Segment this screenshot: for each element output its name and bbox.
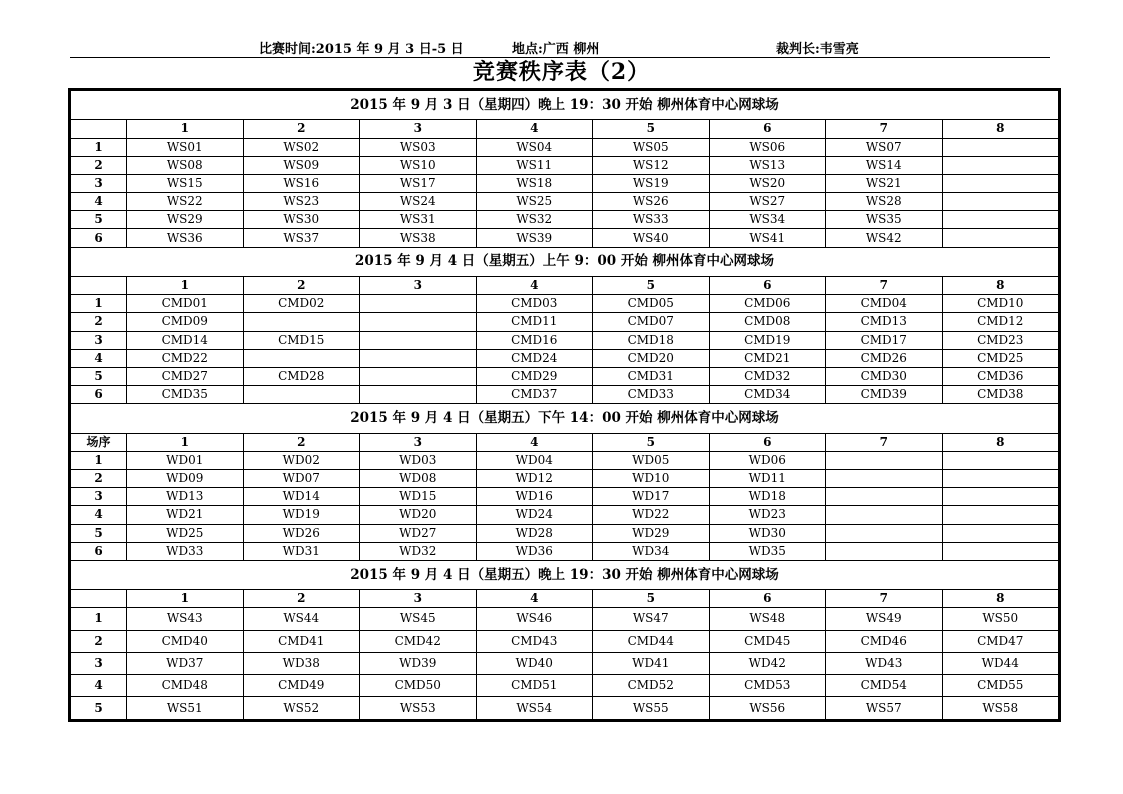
match-cell: WS10 bbox=[360, 156, 477, 174]
match-cell: WS31 bbox=[360, 211, 477, 229]
court-header-row bbox=[71, 590, 1059, 608]
match-cell bbox=[360, 295, 477, 313]
match-cell: WS09 bbox=[243, 156, 360, 174]
match-venue: 地点:广西 柳州 bbox=[512, 42, 600, 57]
match-cell bbox=[942, 156, 1059, 174]
match-cell: WD43 bbox=[826, 652, 943, 674]
court-header-row bbox=[71, 433, 1059, 451]
match-cell bbox=[826, 524, 943, 542]
match-cell: CMD49 bbox=[243, 675, 360, 697]
match-cell: WS28 bbox=[826, 193, 943, 211]
match-cell: WD40 bbox=[476, 652, 593, 674]
match-cell: WS18 bbox=[476, 174, 593, 192]
schedule-table bbox=[68, 88, 1061, 722]
match-cell: CMD04 bbox=[826, 295, 943, 313]
match-row bbox=[71, 295, 1059, 313]
court-number: 2 bbox=[243, 590, 360, 608]
match-cell: CMD38 bbox=[942, 386, 1059, 404]
match-cell: CMD35 bbox=[127, 386, 244, 404]
chief-referee: 裁判长:韦雪亮 bbox=[776, 42, 859, 57]
match-cell: WS40 bbox=[593, 229, 710, 247]
match-cell: WD11 bbox=[709, 469, 826, 487]
match-cell: WS15 bbox=[127, 174, 244, 192]
match-cell: CMD05 bbox=[593, 295, 710, 313]
match-cell: WD10 bbox=[593, 469, 710, 487]
match-cell: CMD03 bbox=[476, 295, 593, 313]
match-cell: WD15 bbox=[360, 488, 477, 506]
match-cell: WD08 bbox=[360, 469, 477, 487]
match-cell: WD12 bbox=[476, 469, 593, 487]
match-order: 1 bbox=[71, 608, 127, 630]
session-heading: 2015 年 9 月 3 日（星期四）晚上 19：30 开始 柳州体育中心网球场 bbox=[71, 91, 1059, 120]
court-number: 8 bbox=[942, 590, 1059, 608]
match-cell: CMD13 bbox=[826, 313, 943, 331]
match-cell: WD28 bbox=[476, 524, 593, 542]
match-cell: WS56 bbox=[709, 697, 826, 720]
match-cell bbox=[942, 506, 1059, 524]
court-number: 5 bbox=[593, 433, 710, 451]
match-cell: WD17 bbox=[593, 488, 710, 506]
court-number: 3 bbox=[360, 276, 477, 294]
match-cell: WS32 bbox=[476, 211, 593, 229]
match-cell: WS41 bbox=[709, 229, 826, 247]
match-cell: CMD39 bbox=[826, 386, 943, 404]
match-cell: WS54 bbox=[476, 697, 593, 720]
match-order: 1 bbox=[71, 295, 127, 313]
corner-label bbox=[71, 590, 127, 608]
match-order: 3 bbox=[71, 488, 127, 506]
court-number: 7 bbox=[826, 433, 943, 451]
match-cell: CMD55 bbox=[942, 675, 1059, 697]
match-order: 6 bbox=[71, 542, 127, 560]
court-number: 2 bbox=[243, 276, 360, 294]
match-cell: WD26 bbox=[243, 524, 360, 542]
match-cell: CMD36 bbox=[942, 367, 1059, 385]
match-row bbox=[71, 386, 1059, 404]
match-cell: CMD12 bbox=[942, 313, 1059, 331]
match-row bbox=[71, 469, 1059, 487]
match-cell: WD29 bbox=[593, 524, 710, 542]
match-cell: CMD52 bbox=[593, 675, 710, 697]
match-order: 2 bbox=[71, 630, 127, 652]
corner-label bbox=[71, 276, 127, 294]
match-cell: WS19 bbox=[593, 174, 710, 192]
match-row bbox=[71, 211, 1059, 229]
court-number: 7 bbox=[826, 590, 943, 608]
match-cell: CMD50 bbox=[360, 675, 477, 697]
match-cell bbox=[942, 229, 1059, 247]
match-cell: WD25 bbox=[127, 524, 244, 542]
match-row bbox=[71, 229, 1059, 247]
court-number: 4 bbox=[476, 433, 593, 451]
match-cell: CMD27 bbox=[127, 367, 244, 385]
match-cell: CMD48 bbox=[127, 675, 244, 697]
match-cell: WS39 bbox=[476, 229, 593, 247]
match-cell: CMD41 bbox=[243, 630, 360, 652]
match-cell bbox=[942, 193, 1059, 211]
match-cell: WD41 bbox=[593, 652, 710, 674]
match-cell: WS36 bbox=[127, 229, 244, 247]
session-heading: 2015 年 9 月 4 日（星期五）晚上 19：30 开始 柳州体育中心网球场 bbox=[71, 560, 1059, 589]
match-cell: WD33 bbox=[127, 542, 244, 560]
match-cell: CMD20 bbox=[593, 349, 710, 367]
match-order: 1 bbox=[71, 451, 127, 469]
match-cell bbox=[243, 313, 360, 331]
court-number: 6 bbox=[709, 433, 826, 451]
match-cell bbox=[360, 313, 477, 331]
match-cell: CMD44 bbox=[593, 630, 710, 652]
match-cell: WD42 bbox=[709, 652, 826, 674]
match-order: 5 bbox=[71, 211, 127, 229]
session-heading: 2015 年 9 月 4 日（星期五）上午 9：00 开始 柳州体育中心网球场 bbox=[71, 247, 1059, 276]
match-cell: WS55 bbox=[593, 697, 710, 720]
match-cell: CMD16 bbox=[476, 331, 593, 349]
court-number: 3 bbox=[360, 433, 477, 451]
match-order: 5 bbox=[71, 367, 127, 385]
court-number: 8 bbox=[942, 433, 1059, 451]
match-cell: WD39 bbox=[360, 652, 477, 674]
court-number: 5 bbox=[593, 590, 710, 608]
match-cell: CMD47 bbox=[942, 630, 1059, 652]
match-cell: CMD28 bbox=[243, 367, 360, 385]
match-cell: CMD25 bbox=[942, 349, 1059, 367]
match-order: 6 bbox=[71, 229, 127, 247]
match-cell: WS33 bbox=[593, 211, 710, 229]
match-cell: WD31 bbox=[243, 542, 360, 560]
match-cell: WD19 bbox=[243, 506, 360, 524]
court-header-row bbox=[71, 120, 1059, 138]
court-number: 7 bbox=[826, 276, 943, 294]
match-cell bbox=[942, 211, 1059, 229]
match-cell: WD20 bbox=[360, 506, 477, 524]
match-cell: CMD23 bbox=[942, 331, 1059, 349]
match-cell: WD13 bbox=[127, 488, 244, 506]
match-cell: CMD18 bbox=[593, 331, 710, 349]
match-cell: WD18 bbox=[709, 488, 826, 506]
document-title: 竞赛秩序表（2） bbox=[472, 59, 651, 85]
match-cell: CMD45 bbox=[709, 630, 826, 652]
match-row bbox=[71, 652, 1059, 674]
match-cell: WS13 bbox=[709, 156, 826, 174]
match-cell: WD07 bbox=[243, 469, 360, 487]
session-heading-row bbox=[71, 91, 1059, 120]
match-cell bbox=[942, 469, 1059, 487]
match-cell: CMD06 bbox=[709, 295, 826, 313]
corner-label: 场序 bbox=[71, 433, 127, 451]
match-cell: WS50 bbox=[942, 608, 1059, 630]
match-cell bbox=[942, 451, 1059, 469]
match-order: 2 bbox=[71, 156, 127, 174]
match-cell: CMD01 bbox=[127, 295, 244, 313]
match-cell bbox=[243, 386, 360, 404]
match-row bbox=[71, 193, 1059, 211]
match-cell: CMD54 bbox=[826, 675, 943, 697]
match-cell: WS22 bbox=[127, 193, 244, 211]
match-order: 4 bbox=[71, 675, 127, 697]
match-cell bbox=[942, 542, 1059, 560]
match-cell: CMD21 bbox=[709, 349, 826, 367]
match-row bbox=[71, 331, 1059, 349]
match-order: 3 bbox=[71, 652, 127, 674]
match-cell: WD32 bbox=[360, 542, 477, 560]
match-cell: CMD43 bbox=[476, 630, 593, 652]
court-number: 4 bbox=[476, 590, 593, 608]
match-cell: WD38 bbox=[243, 652, 360, 674]
match-cell: WS08 bbox=[127, 156, 244, 174]
match-cell: WS52 bbox=[243, 697, 360, 720]
match-row bbox=[71, 630, 1059, 652]
match-row bbox=[71, 488, 1059, 506]
match-cell: CMD29 bbox=[476, 367, 593, 385]
court-number: 1 bbox=[127, 120, 244, 138]
match-cell: WD44 bbox=[942, 652, 1059, 674]
match-order: 4 bbox=[71, 349, 127, 367]
match-cell bbox=[360, 349, 477, 367]
match-cell: WS25 bbox=[476, 193, 593, 211]
match-row bbox=[71, 349, 1059, 367]
match-cell: WS53 bbox=[360, 697, 477, 720]
match-cell: WS02 bbox=[243, 138, 360, 156]
match-cell: CMD02 bbox=[243, 295, 360, 313]
court-number: 5 bbox=[593, 120, 710, 138]
match-cell: CMD40 bbox=[127, 630, 244, 652]
match-cell: WD37 bbox=[127, 652, 244, 674]
match-order: 6 bbox=[71, 386, 127, 404]
corner-label bbox=[71, 120, 127, 138]
match-row bbox=[71, 174, 1059, 192]
session-heading: 2015 年 9 月 4 日（星期五）下午 14：00 开始 柳州体育中心网球场 bbox=[71, 404, 1059, 433]
match-cell: WS27 bbox=[709, 193, 826, 211]
match-cell: CMD22 bbox=[127, 349, 244, 367]
match-cell: WD23 bbox=[709, 506, 826, 524]
match-cell: CMD34 bbox=[709, 386, 826, 404]
match-cell: CMD07 bbox=[593, 313, 710, 331]
match-cell bbox=[826, 451, 943, 469]
match-cell: WS43 bbox=[127, 608, 244, 630]
match-cell: CMD26 bbox=[826, 349, 943, 367]
match-cell: WD09 bbox=[127, 469, 244, 487]
match-cell bbox=[360, 367, 477, 385]
match-order: 2 bbox=[71, 313, 127, 331]
match-cell bbox=[942, 488, 1059, 506]
match-cell: CMD24 bbox=[476, 349, 593, 367]
court-number: 8 bbox=[942, 276, 1059, 294]
match-cell: CMD08 bbox=[709, 313, 826, 331]
match-order: 4 bbox=[71, 506, 127, 524]
match-cell: WD24 bbox=[476, 506, 593, 524]
court-number: 1 bbox=[127, 590, 244, 608]
match-cell: WS29 bbox=[127, 211, 244, 229]
match-cell bbox=[942, 174, 1059, 192]
match-cell: CMD11 bbox=[476, 313, 593, 331]
match-cell: WS46 bbox=[476, 608, 593, 630]
match-cell bbox=[942, 138, 1059, 156]
match-order: 5 bbox=[71, 697, 127, 720]
match-cell: WS16 bbox=[243, 174, 360, 192]
match-cell bbox=[360, 386, 477, 404]
match-cell: WD06 bbox=[709, 451, 826, 469]
match-cell: WS06 bbox=[709, 138, 826, 156]
match-cell bbox=[942, 524, 1059, 542]
match-cell: WS49 bbox=[826, 608, 943, 630]
match-cell: WD34 bbox=[593, 542, 710, 560]
match-cell: CMD14 bbox=[127, 331, 244, 349]
match-row bbox=[71, 156, 1059, 174]
court-number: 4 bbox=[476, 120, 593, 138]
match-cell: WD04 bbox=[476, 451, 593, 469]
match-cell: WS24 bbox=[360, 193, 477, 211]
match-order: 1 bbox=[71, 138, 127, 156]
court-number: 6 bbox=[709, 120, 826, 138]
court-number: 4 bbox=[476, 276, 593, 294]
match-cell: WS12 bbox=[593, 156, 710, 174]
match-cell: WS26 bbox=[593, 193, 710, 211]
schedule-body bbox=[71, 91, 1059, 720]
match-cell: WS44 bbox=[243, 608, 360, 630]
match-cell: CMD51 bbox=[476, 675, 593, 697]
court-number: 5 bbox=[593, 276, 710, 294]
match-row bbox=[71, 313, 1059, 331]
match-cell: WS05 bbox=[593, 138, 710, 156]
match-cell: WD22 bbox=[593, 506, 710, 524]
session-heading-row bbox=[71, 560, 1059, 589]
match-row bbox=[71, 608, 1059, 630]
match-cell: WD30 bbox=[709, 524, 826, 542]
match-cell: WD16 bbox=[476, 488, 593, 506]
match-cell bbox=[826, 488, 943, 506]
match-cell: WS01 bbox=[127, 138, 244, 156]
court-number: 3 bbox=[360, 120, 477, 138]
match-cell bbox=[826, 506, 943, 524]
match-cell: WS07 bbox=[826, 138, 943, 156]
match-row bbox=[71, 367, 1059, 385]
match-cell: WS57 bbox=[826, 697, 943, 720]
court-number: 1 bbox=[127, 276, 244, 294]
match-row bbox=[71, 451, 1059, 469]
match-order: 4 bbox=[71, 193, 127, 211]
match-cell: WS35 bbox=[826, 211, 943, 229]
match-cell: WD36 bbox=[476, 542, 593, 560]
court-number: 1 bbox=[127, 433, 244, 451]
match-order: 3 bbox=[71, 174, 127, 192]
court-number: 3 bbox=[360, 590, 477, 608]
match-cell: WS51 bbox=[127, 697, 244, 720]
match-cell: WS47 bbox=[593, 608, 710, 630]
court-number: 2 bbox=[243, 433, 360, 451]
match-cell: WS23 bbox=[243, 193, 360, 211]
match-order: 2 bbox=[71, 469, 127, 487]
match-cell: CMD15 bbox=[243, 331, 360, 349]
match-order: 5 bbox=[71, 524, 127, 542]
match-cell: WS11 bbox=[476, 156, 593, 174]
match-cell: WD05 bbox=[593, 451, 710, 469]
match-cell: WS58 bbox=[942, 697, 1059, 720]
match-cell: WS21 bbox=[826, 174, 943, 192]
match-cell: WD03 bbox=[360, 451, 477, 469]
match-cell: CMD37 bbox=[476, 386, 593, 404]
match-row bbox=[71, 138, 1059, 156]
match-cell bbox=[826, 542, 943, 560]
match-cell bbox=[243, 349, 360, 367]
match-cell: WS48 bbox=[709, 608, 826, 630]
match-time: 比赛时间:2015 年 9 月 3 日-5 日 bbox=[259, 42, 464, 57]
match-row bbox=[71, 675, 1059, 697]
match-cell: CMD19 bbox=[709, 331, 826, 349]
match-cell: WS38 bbox=[360, 229, 477, 247]
match-cell: CMD46 bbox=[826, 630, 943, 652]
match-cell: WS14 bbox=[826, 156, 943, 174]
match-cell: CMD17 bbox=[826, 331, 943, 349]
court-number: 2 bbox=[243, 120, 360, 138]
session-heading-row bbox=[71, 247, 1059, 276]
match-row bbox=[71, 697, 1059, 720]
court-number: 8 bbox=[942, 120, 1059, 138]
match-cell: WS30 bbox=[243, 211, 360, 229]
match-cell: CMD10 bbox=[942, 295, 1059, 313]
match-row bbox=[71, 506, 1059, 524]
court-number: 6 bbox=[709, 276, 826, 294]
match-cell: CMD42 bbox=[360, 630, 477, 652]
match-cell: WD01 bbox=[127, 451, 244, 469]
match-cell: WD21 bbox=[127, 506, 244, 524]
match-cell: WD27 bbox=[360, 524, 477, 542]
match-cell: WD02 bbox=[243, 451, 360, 469]
court-number: 6 bbox=[709, 590, 826, 608]
session-heading-row bbox=[71, 404, 1059, 433]
match-cell: CMD30 bbox=[826, 367, 943, 385]
match-cell: WS45 bbox=[360, 608, 477, 630]
match-cell: WS37 bbox=[243, 229, 360, 247]
match-cell: WD35 bbox=[709, 542, 826, 560]
match-cell: WS03 bbox=[360, 138, 477, 156]
match-cell: WD14 bbox=[243, 488, 360, 506]
court-number: 7 bbox=[826, 120, 943, 138]
match-cell: CMD53 bbox=[709, 675, 826, 697]
match-cell: WS42 bbox=[826, 229, 943, 247]
match-cell bbox=[360, 331, 477, 349]
match-row bbox=[71, 542, 1059, 560]
match-cell: WS04 bbox=[476, 138, 593, 156]
match-cell: CMD32 bbox=[709, 367, 826, 385]
match-cell: WS17 bbox=[360, 174, 477, 192]
match-row bbox=[71, 524, 1059, 542]
match-cell: CMD09 bbox=[127, 313, 244, 331]
match-cell: CMD33 bbox=[593, 386, 710, 404]
match-cell: WS20 bbox=[709, 174, 826, 192]
match-order: 3 bbox=[71, 331, 127, 349]
match-cell: WS34 bbox=[709, 211, 826, 229]
match-cell: CMD31 bbox=[593, 367, 710, 385]
court-header-row bbox=[71, 276, 1059, 294]
match-cell bbox=[826, 469, 943, 487]
